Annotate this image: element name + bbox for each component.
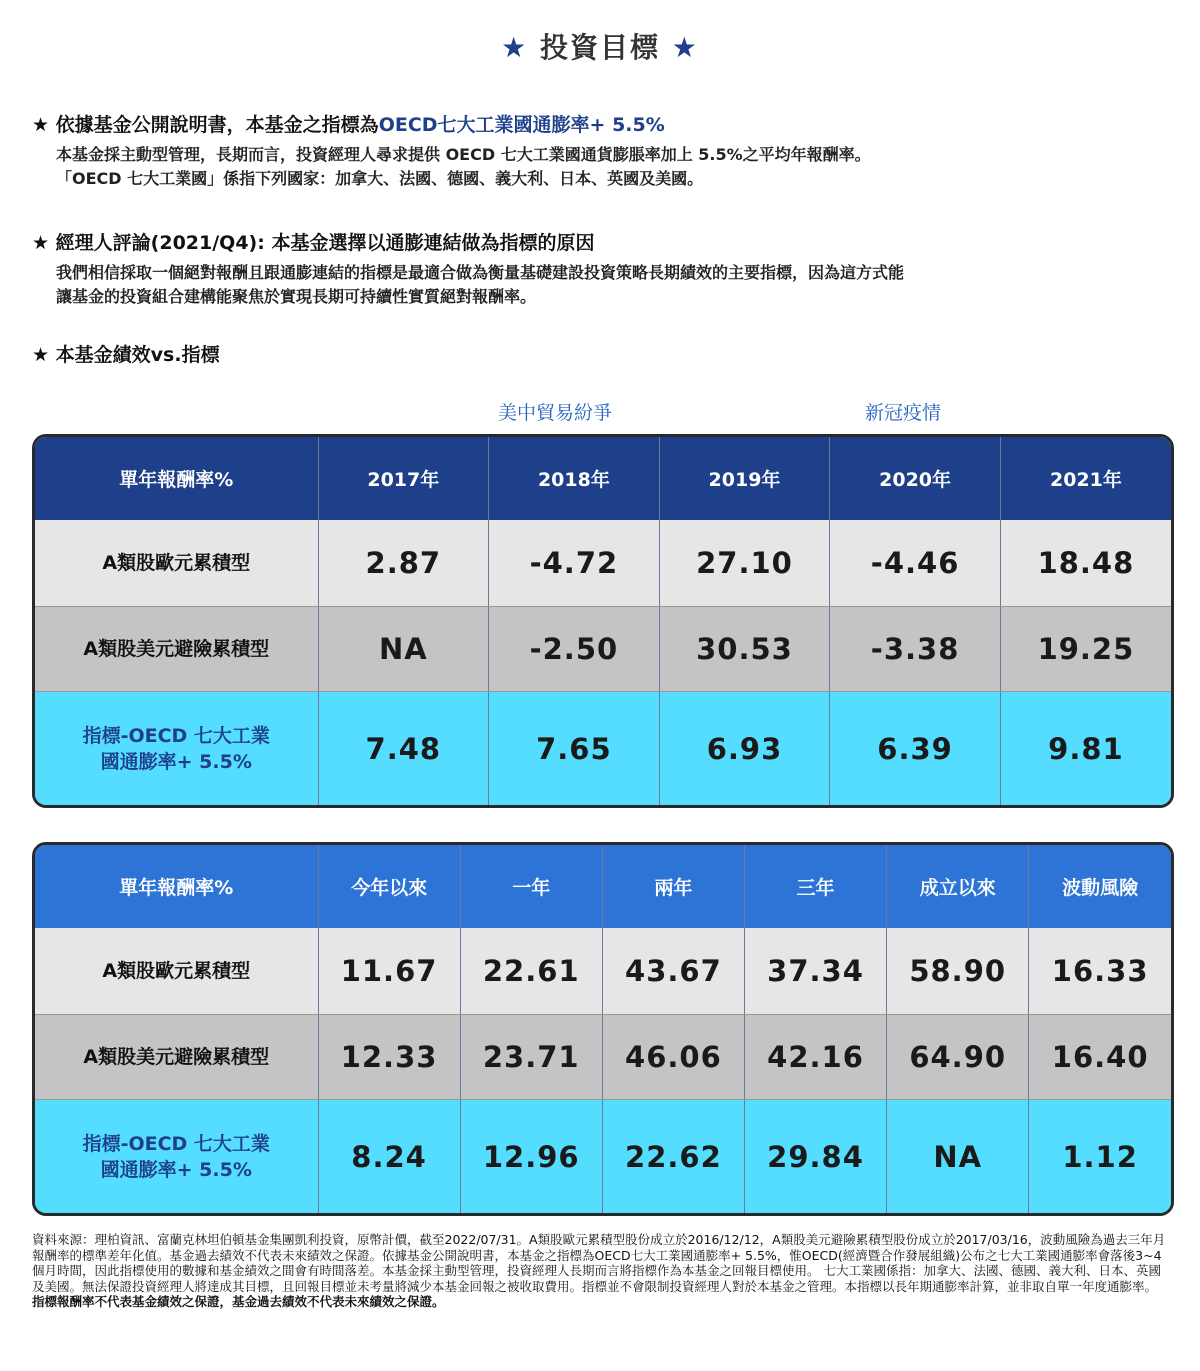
table-row-benchmark [35, 1100, 1171, 1214]
table-cell: 46.06 [602, 1015, 744, 1100]
star-icon: ★ [32, 344, 50, 366]
column-header: 波動風險 [1029, 845, 1171, 928]
table-cell: 9.81 [1000, 692, 1171, 806]
table-cell: 7.65 [489, 692, 660, 806]
column-header: 一年 [460, 845, 602, 928]
table-cell: 43.67 [602, 928, 744, 1015]
table-cell: 12.33 [318, 1015, 460, 1100]
table-cell: 22.62 [602, 1100, 744, 1214]
table-cell: 22.61 [460, 928, 602, 1015]
table-cell: 29.84 [744, 1100, 886, 1214]
table-row [35, 1015, 1171, 1100]
table-cell: 12.96 [460, 1100, 602, 1214]
star-icon: ★ [32, 114, 50, 136]
table-cell: 11.67 [318, 928, 460, 1015]
table-row [35, 928, 1171, 1015]
table-cell: 27.10 [659, 520, 830, 607]
table-cell: 23.71 [460, 1015, 602, 1100]
table-row [35, 520, 1171, 607]
column-header: 2019年 [659, 437, 830, 520]
section-heading: ★ 本基金績效vs.指標 [32, 344, 220, 366]
star-icon: ★ [501, 31, 529, 64]
table-cell: NA [318, 607, 489, 692]
table-cell: -3.38 [830, 607, 1001, 692]
table-cell: 8.24 [318, 1100, 460, 1214]
table-cell: 18.48 [1000, 520, 1171, 607]
cumulative-returns-table [32, 842, 1174, 1216]
section-performance [32, 340, 1170, 367]
row-label: A類股美元避險累積型 [35, 1015, 318, 1100]
footnote-text: 資料來源：理柏資訊、富蘭克林坦伯頓基金集團凱利投資，原幣計價，截至2022/07/31。A類股歐元累積型股份成立於2016/12/12，A類股美元避險累積型股份成立於2017/03/16，波動風險為過去三年月報酬率的標準差年化值。基金過去績效不代表未來績效之保證。依據基金公開說明書，本基金之指標為OECD七大工業國通膨率+ 5.5%，惟OECD(經濟暨合作發展組織)公布之七大工業國通膨率會落後3~4個月時間，因此指標使用的數據和基金績效之間會有時間落差。本基金採主動型管理，投資經理人長期而言將指標作為本基金之回報目標使用。 七大工業國係指：加拿大、法國、德國、義大利、日本、英國及美國。無法保證投資經理人將達成其目標，且回報目標並未考量將減少本基金回報之被收取費用。指標並不會限制投資經理人對於本基金之管理。本指標以長年期通膨率計算，並非取自單一年度通膨率。 [32, 1232, 1166, 1294]
section-body: 本基金採主動型管理，長期而言，投資經理人尋求提供 OECD 七大工業國通貨膨脹率加上 5.5%之平均年報酬率。 「OECD 七大工業國」係指下列國家：加拿大、法國、德國、義大利、日本、英國及美國。 [56, 145, 871, 188]
table-cell: 7.48 [318, 692, 489, 806]
table-header-row [35, 845, 1171, 928]
table-cell: -4.72 [489, 520, 660, 607]
footnote [32, 1232, 1172, 1310]
section-heading: ★ 依據基金公開說明書，本基金之指標為OECD七大工業國通膨率+ 5.5% [32, 114, 665, 136]
column-header: 成立以來 [887, 845, 1029, 928]
table-cell: 37.34 [744, 928, 886, 1015]
annual-returns-table [32, 434, 1174, 808]
section-heading: ★ 經理人評論(2021/Q4): 本基金選擇以通膨連結做為指標的原因 [32, 232, 595, 254]
footnote-disclaimer: 指標報酬率不代表基金績效之保證，基金過去績效不代表未來績效之保證。 [32, 1294, 445, 1309]
table-header-label: 單年報酬率% [35, 437, 318, 520]
column-header: 今年以來 [318, 845, 460, 928]
column-header: 三年 [744, 845, 886, 928]
table-cell: 1.12 [1029, 1100, 1171, 1214]
row-label: 指標-OECD 七大工業 國通膨率+ 5.5% [35, 692, 318, 806]
table-cell: 30.53 [659, 607, 830, 692]
table-cell: 6.39 [830, 692, 1001, 806]
star-icon: ★ [32, 232, 50, 254]
section-manager-comment [32, 228, 1170, 309]
table-cell: NA [887, 1100, 1029, 1214]
row-label: A類股美元避險累積型 [35, 607, 318, 692]
table-cell: -4.46 [830, 520, 1001, 607]
event-tag-trade-war: 美中貿易紛爭 [498, 402, 613, 424]
table-cell: 64.90 [887, 1015, 1029, 1100]
column-header: 2020年 [830, 437, 1001, 520]
table-row [35, 607, 1171, 692]
table-cell: 16.33 [1029, 928, 1171, 1015]
star-icon: ★ [671, 31, 699, 64]
event-tags [0, 398, 1200, 424]
row-label: 指標-OECD 七大工業 國通膨率+ 5.5% [35, 1100, 318, 1214]
page-title: ★ 投資目標 ★ [501, 31, 699, 64]
table-header-label: 單年報酬率% [35, 845, 318, 928]
table-cell: 42.16 [744, 1015, 886, 1100]
row-label: A類股歐元累積型 [35, 928, 318, 1015]
column-header: 兩年 [602, 845, 744, 928]
table-cell: -2.50 [489, 607, 660, 692]
column-header: 2018年 [489, 437, 660, 520]
row-label: A類股歐元累積型 [35, 520, 318, 607]
column-header: 2021年 [1000, 437, 1171, 520]
table-header-row [35, 437, 1171, 520]
table-cell: 6.93 [659, 692, 830, 806]
table-cell: 58.90 [887, 928, 1029, 1015]
table-cell: 16.40 [1029, 1015, 1171, 1100]
event-tag-covid: 新冠疫情 [865, 402, 942, 424]
column-header: 2017年 [318, 437, 489, 520]
table-cell: 19.25 [1000, 607, 1171, 692]
section-body: 我們相信採取一個絕對報酬且跟通膨連結的指標是最適合做為衡量基礎建設投資策略長期績效的主要指標，因為這方式能 讓基金的投資組合建構能聚焦於實現長期可持續性實質絕對報酬率。 [56, 263, 905, 306]
section-benchmark [32, 110, 1170, 191]
table-cell: 2.87 [318, 520, 489, 607]
table-row-benchmark [35, 692, 1171, 806]
